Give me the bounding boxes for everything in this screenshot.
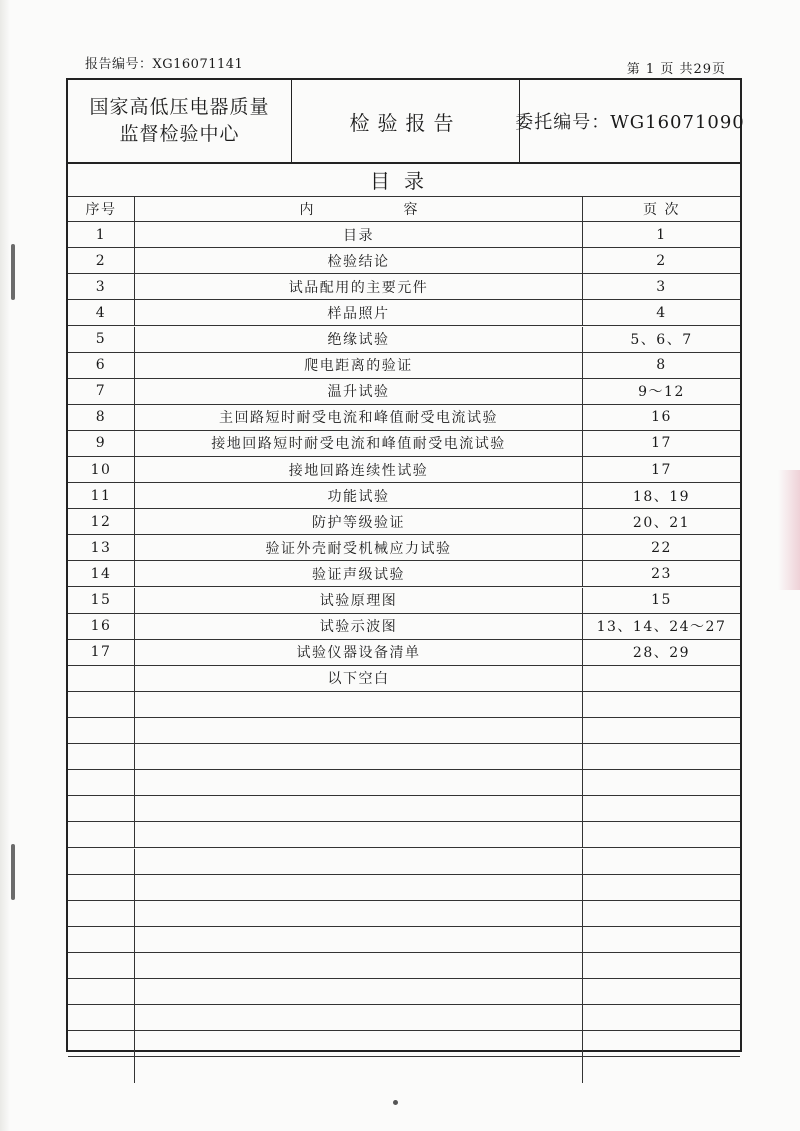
column-header-content <box>135 196 583 221</box>
row-number <box>68 849 135 874</box>
row-number <box>68 744 135 769</box>
table-row <box>68 953 740 979</box>
row-number: 17 <box>68 640 135 665</box>
row-page: 28、29 <box>632 645 691 662</box>
row-number <box>68 796 135 821</box>
row-content <box>135 796 583 821</box>
row-number: 4 <box>68 300 135 325</box>
row-content <box>135 692 583 717</box>
row-number: 12 <box>68 509 135 534</box>
column-header-page: 页 次 <box>643 201 680 218</box>
table-row <box>68 822 740 848</box>
row-content <box>135 718 583 743</box>
row-number: 15 <box>68 588 135 613</box>
table-row <box>68 692 740 718</box>
table-row <box>68 483 740 509</box>
column-header-no: 序号 <box>68 196 135 221</box>
row-page: 20、21 <box>632 514 691 531</box>
table-row <box>68 875 740 901</box>
table-row <box>68 300 740 326</box>
row-number: 3 <box>68 274 135 299</box>
row-page <box>583 1005 740 1030</box>
row-number: 2 <box>68 248 135 273</box>
row-page <box>583 927 740 952</box>
row-content: 绝缘试验 <box>135 327 583 352</box>
organization-name <box>68 80 292 162</box>
row-content: 功能试验 <box>135 483 583 508</box>
table-row <box>68 640 740 666</box>
row-content: 接地回路短时耐受电流和峰值耐受电流试验 <box>135 431 583 456</box>
table-row <box>68 979 740 1005</box>
row-page <box>583 1057 740 1083</box>
row-page: 22 <box>651 539 672 556</box>
row-page: 13、14、24～27 <box>596 619 727 636</box>
row-page: 23 <box>651 565 672 582</box>
row-content <box>135 822 583 847</box>
organization-line-1: 国家高低压电器质量 <box>89 96 270 118</box>
row-number: 8 <box>68 405 135 430</box>
binder-clip-mark <box>11 244 15 300</box>
row-page: 17 <box>651 461 672 478</box>
row-content: 验证声级试验 <box>135 561 583 586</box>
row-page: 2 <box>656 252 667 269</box>
row-number: 13 <box>68 535 135 560</box>
row-content <box>135 770 583 795</box>
row-number <box>68 1031 135 1056</box>
row-number <box>68 822 135 847</box>
row-page <box>583 849 740 874</box>
row-number: 7 <box>68 379 135 404</box>
row-content <box>135 901 583 926</box>
row-content <box>135 953 583 978</box>
table-row <box>68 509 740 535</box>
row-content <box>135 1031 583 1056</box>
toc-title: 目录 <box>68 162 740 197</box>
table-row <box>68 718 740 744</box>
table-row <box>68 744 740 770</box>
row-number: 9 <box>68 431 135 456</box>
row-content: 爬电距离的验证 <box>135 353 583 378</box>
table-row <box>68 248 740 274</box>
table-row <box>68 1005 740 1031</box>
row-content: 接地回路连续性试验 <box>135 457 583 482</box>
table-row <box>68 431 740 457</box>
row-page <box>583 770 740 795</box>
row-page <box>583 901 740 926</box>
row-number <box>68 875 135 900</box>
binder-clip-mark <box>11 844 15 900</box>
row-content: 防护等级验证 <box>135 509 583 534</box>
report-header <box>68 80 745 164</box>
table-row <box>68 770 740 796</box>
punch-dot <box>393 1100 398 1105</box>
table-row <box>68 1031 740 1057</box>
row-content: 主回路短时耐受电流和峰值耐受电流试验 <box>135 405 583 430</box>
row-page: 16 <box>651 409 672 426</box>
row-number <box>68 692 135 717</box>
row-content <box>135 1005 583 1030</box>
row-page: 8 <box>656 357 667 374</box>
row-content: 以下空白 <box>135 666 583 691</box>
table-row <box>68 457 740 483</box>
table-row <box>68 535 740 561</box>
row-content <box>135 1057 583 1083</box>
row-page <box>583 796 740 821</box>
row-page <box>583 979 740 1004</box>
organization-line-2: 监督检验中心 <box>119 123 240 145</box>
table-row <box>68 1057 740 1083</box>
row-page: 15 <box>651 592 672 609</box>
report-title: 检验报告 <box>292 80 520 162</box>
table-row <box>68 222 740 248</box>
table-row <box>68 353 740 379</box>
row-number <box>68 1057 135 1083</box>
page-indicator: 第 1 页 共29页 <box>626 62 726 77</box>
seal-stamp-edge <box>778 470 800 590</box>
row-content: 温升试验 <box>135 379 583 404</box>
report-sheet <box>66 78 745 1052</box>
table-row <box>68 927 740 953</box>
column-header-content-b: 容 <box>403 201 418 218</box>
row-content: 试验仪器设备清单 <box>135 640 583 665</box>
commission-number: 委托编号：WG16071090 <box>515 112 745 133</box>
row-content <box>135 849 583 874</box>
row-page <box>583 875 740 900</box>
row-number <box>68 770 135 795</box>
row-content: 验证外壳耐受机械应力试验 <box>135 535 583 560</box>
table-row <box>68 327 740 353</box>
row-content <box>135 744 583 769</box>
row-content <box>135 875 583 900</box>
row-page: 3 <box>656 278 667 295</box>
row-content: 检验结论 <box>135 248 583 273</box>
row-number: 1 <box>68 222 135 247</box>
table-row <box>68 379 740 405</box>
row-number <box>68 718 135 743</box>
column-header-content-a: 内 <box>299 201 314 218</box>
row-number: 11 <box>68 483 135 508</box>
table-row <box>68 405 740 431</box>
row-number <box>68 666 135 691</box>
row-page <box>583 1031 740 1056</box>
table-row <box>68 796 740 822</box>
row-number <box>68 953 135 978</box>
row-number <box>68 979 135 1004</box>
row-page <box>583 953 740 978</box>
table-row <box>68 849 740 875</box>
row-content <box>135 927 583 952</box>
table-row <box>68 561 740 587</box>
row-content <box>135 979 583 1004</box>
report-number: 报告编号：XG16071141 <box>85 57 244 72</box>
row-content: 试验原理图 <box>135 588 583 613</box>
row-page <box>583 692 740 717</box>
row-page: 4 <box>656 304 667 321</box>
table-row <box>68 666 740 692</box>
row-number <box>68 927 135 952</box>
table-row <box>68 614 740 640</box>
row-content: 试验示波图 <box>135 614 583 639</box>
toc-header-row <box>68 196 740 222</box>
table-row <box>68 274 740 300</box>
row-number: 6 <box>68 353 135 378</box>
row-page <box>583 822 740 847</box>
table-row <box>68 901 740 927</box>
row-number: 14 <box>68 561 135 586</box>
row-number: 16 <box>68 614 135 639</box>
row-page: 18、19 <box>632 488 691 505</box>
row-page <box>583 744 740 769</box>
row-content: 目录 <box>135 222 583 247</box>
row-page: 17 <box>651 435 672 452</box>
row-page: 5、6、7 <box>630 332 693 349</box>
row-page <box>583 718 740 743</box>
row-content: 样品照片 <box>135 300 583 325</box>
table-row <box>68 588 740 614</box>
row-page <box>583 666 740 691</box>
row-number <box>68 1005 135 1030</box>
scan-edge <box>0 0 10 1131</box>
row-number <box>68 901 135 926</box>
row-number: 5 <box>68 327 135 352</box>
row-number: 10 <box>68 457 135 482</box>
row-content: 试品配用的主要元件 <box>135 274 583 299</box>
row-page: 9～12 <box>638 384 685 401</box>
row-page: 1 <box>656 226 667 243</box>
